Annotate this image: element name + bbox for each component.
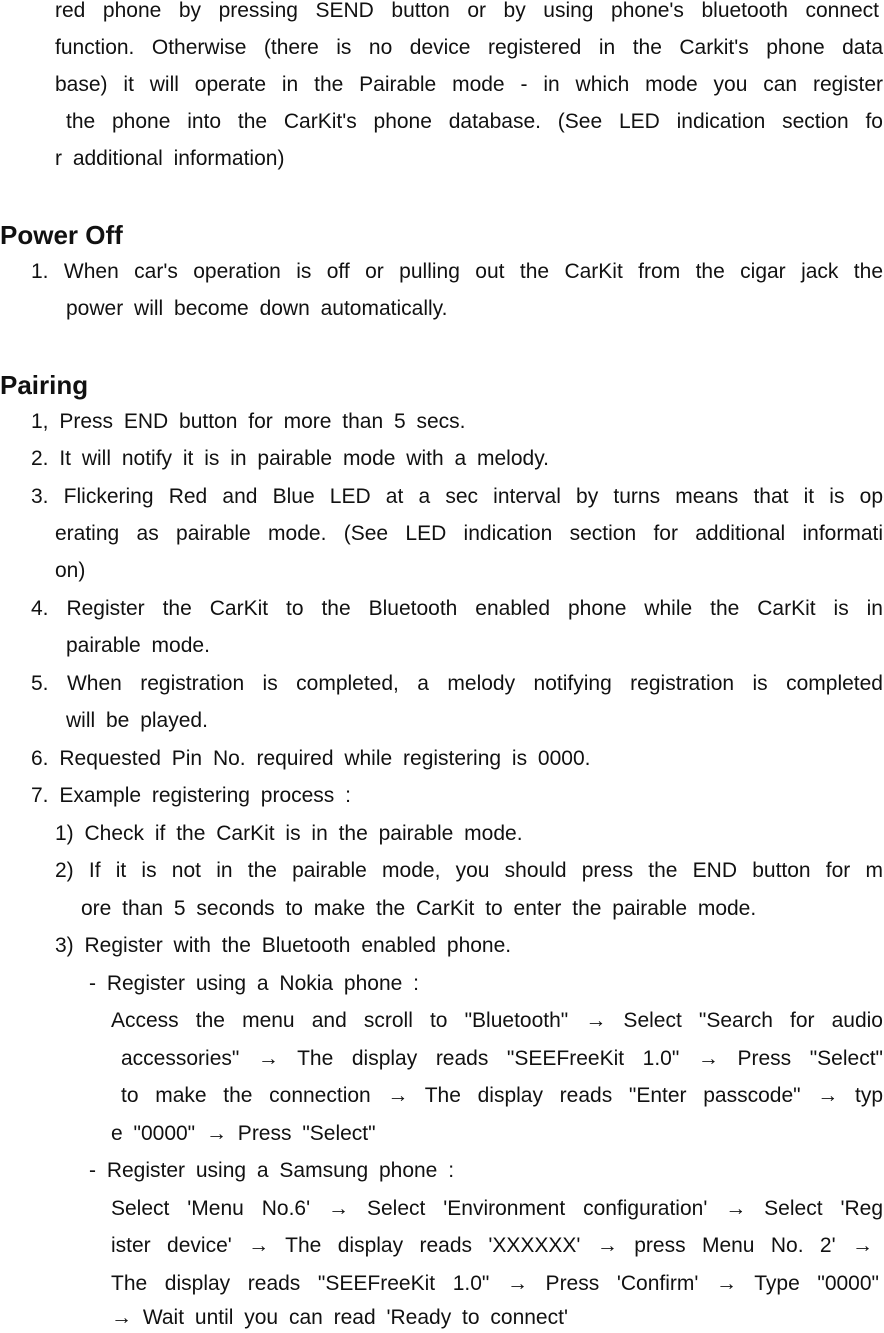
pairing-line: 3. Flickering Red and Blue LED at a sec interval by turns means that it is op bbox=[31, 485, 883, 508]
pairing-line: will be played. bbox=[66, 709, 208, 732]
pairing-line: accessories" → The display reads "SEEFreeKit 1.0" → Press "Select" bbox=[121, 1047, 883, 1070]
intro-line: r additional information) bbox=[55, 147, 285, 170]
pairing-line: 1) Check if the CarKit is in the pairable mode. bbox=[55, 822, 523, 845]
intro-line: base) it will operate in the Pairable mode - in which mode you can register bbox=[55, 73, 883, 96]
pairing-line: Select 'Menu No.6' → Select 'Environment configuration' → Select 'Reg bbox=[111, 1197, 883, 1220]
pairing-line: 6. Requested Pin No. required while registering is 0000. bbox=[31, 747, 591, 770]
pairing-line: pairable mode. bbox=[66, 634, 210, 657]
pairing-line: 2) If it is not in the pairable mode, you should press the END button for m bbox=[55, 859, 883, 882]
pairing-line: on) bbox=[55, 559, 86, 582]
pairing-line: erating as pairable mode. (See LED indication section for additional informati bbox=[55, 522, 883, 545]
pairing-line: ore than 5 seconds to make the CarKit to enter the pairable mode. bbox=[81, 897, 757, 920]
pairing-line: The display reads "SEEFreeKit 1.0" → Press 'Confirm' → Type "0000" bbox=[111, 1272, 879, 1295]
pairing-heading: Pairing bbox=[0, 370, 89, 400]
pairing-line: e "0000" → Press "Select" bbox=[111, 1122, 376, 1145]
pairing-line: ister device' → The display reads 'XXXXXX' → press Menu No. 2' → bbox=[111, 1234, 873, 1257]
intro-line: the phone into the CarKit's phone database. (See LED indication section fo bbox=[66, 110, 883, 133]
power-off-heading: Power Off bbox=[0, 220, 123, 250]
pairing-line: to make the connection → The display reads "Enter passcode" → typ bbox=[121, 1084, 883, 1107]
pairing-line: 4. Register the CarKit to the Bluetooth enabled phone while the CarKit is in bbox=[31, 597, 883, 620]
pairing-line: 2. It will notify it is in pairable mode with a melody. bbox=[31, 447, 549, 470]
pairing-line: 1, Press END button for more than 5 secs. bbox=[31, 410, 466, 433]
pairing-line: 3) Register with the Bluetooth enabled phone. bbox=[55, 934, 512, 957]
pairing-line: - Register using a Nokia phone : bbox=[89, 972, 419, 995]
pairing-line: - Register using a Samsung phone : bbox=[89, 1159, 455, 1182]
pairing-line: Access the menu and scroll to "Bluetooth" → Select "Search for audio bbox=[111, 1009, 883, 1032]
intro-line: red phone by pressing SEND button or by using phone's bluetooth connect bbox=[55, 0, 879, 22]
pairing-line: 7. Example registering process : bbox=[31, 784, 351, 807]
pairing-line: → Wait until you can read 'Ready to connect' bbox=[111, 1306, 568, 1329]
pairing-line: 5. When registration is completed, a melody notifying registration is completed bbox=[31, 672, 883, 695]
intro-line: function. Otherwise (there is no device registered in the Carkit's phone data bbox=[55, 36, 883, 59]
power-off-line: 1. When car's operation is off or pulling out the CarKit from the cigar jack the bbox=[31, 260, 883, 283]
power-off-line: power will become down automatically. bbox=[66, 297, 448, 320]
